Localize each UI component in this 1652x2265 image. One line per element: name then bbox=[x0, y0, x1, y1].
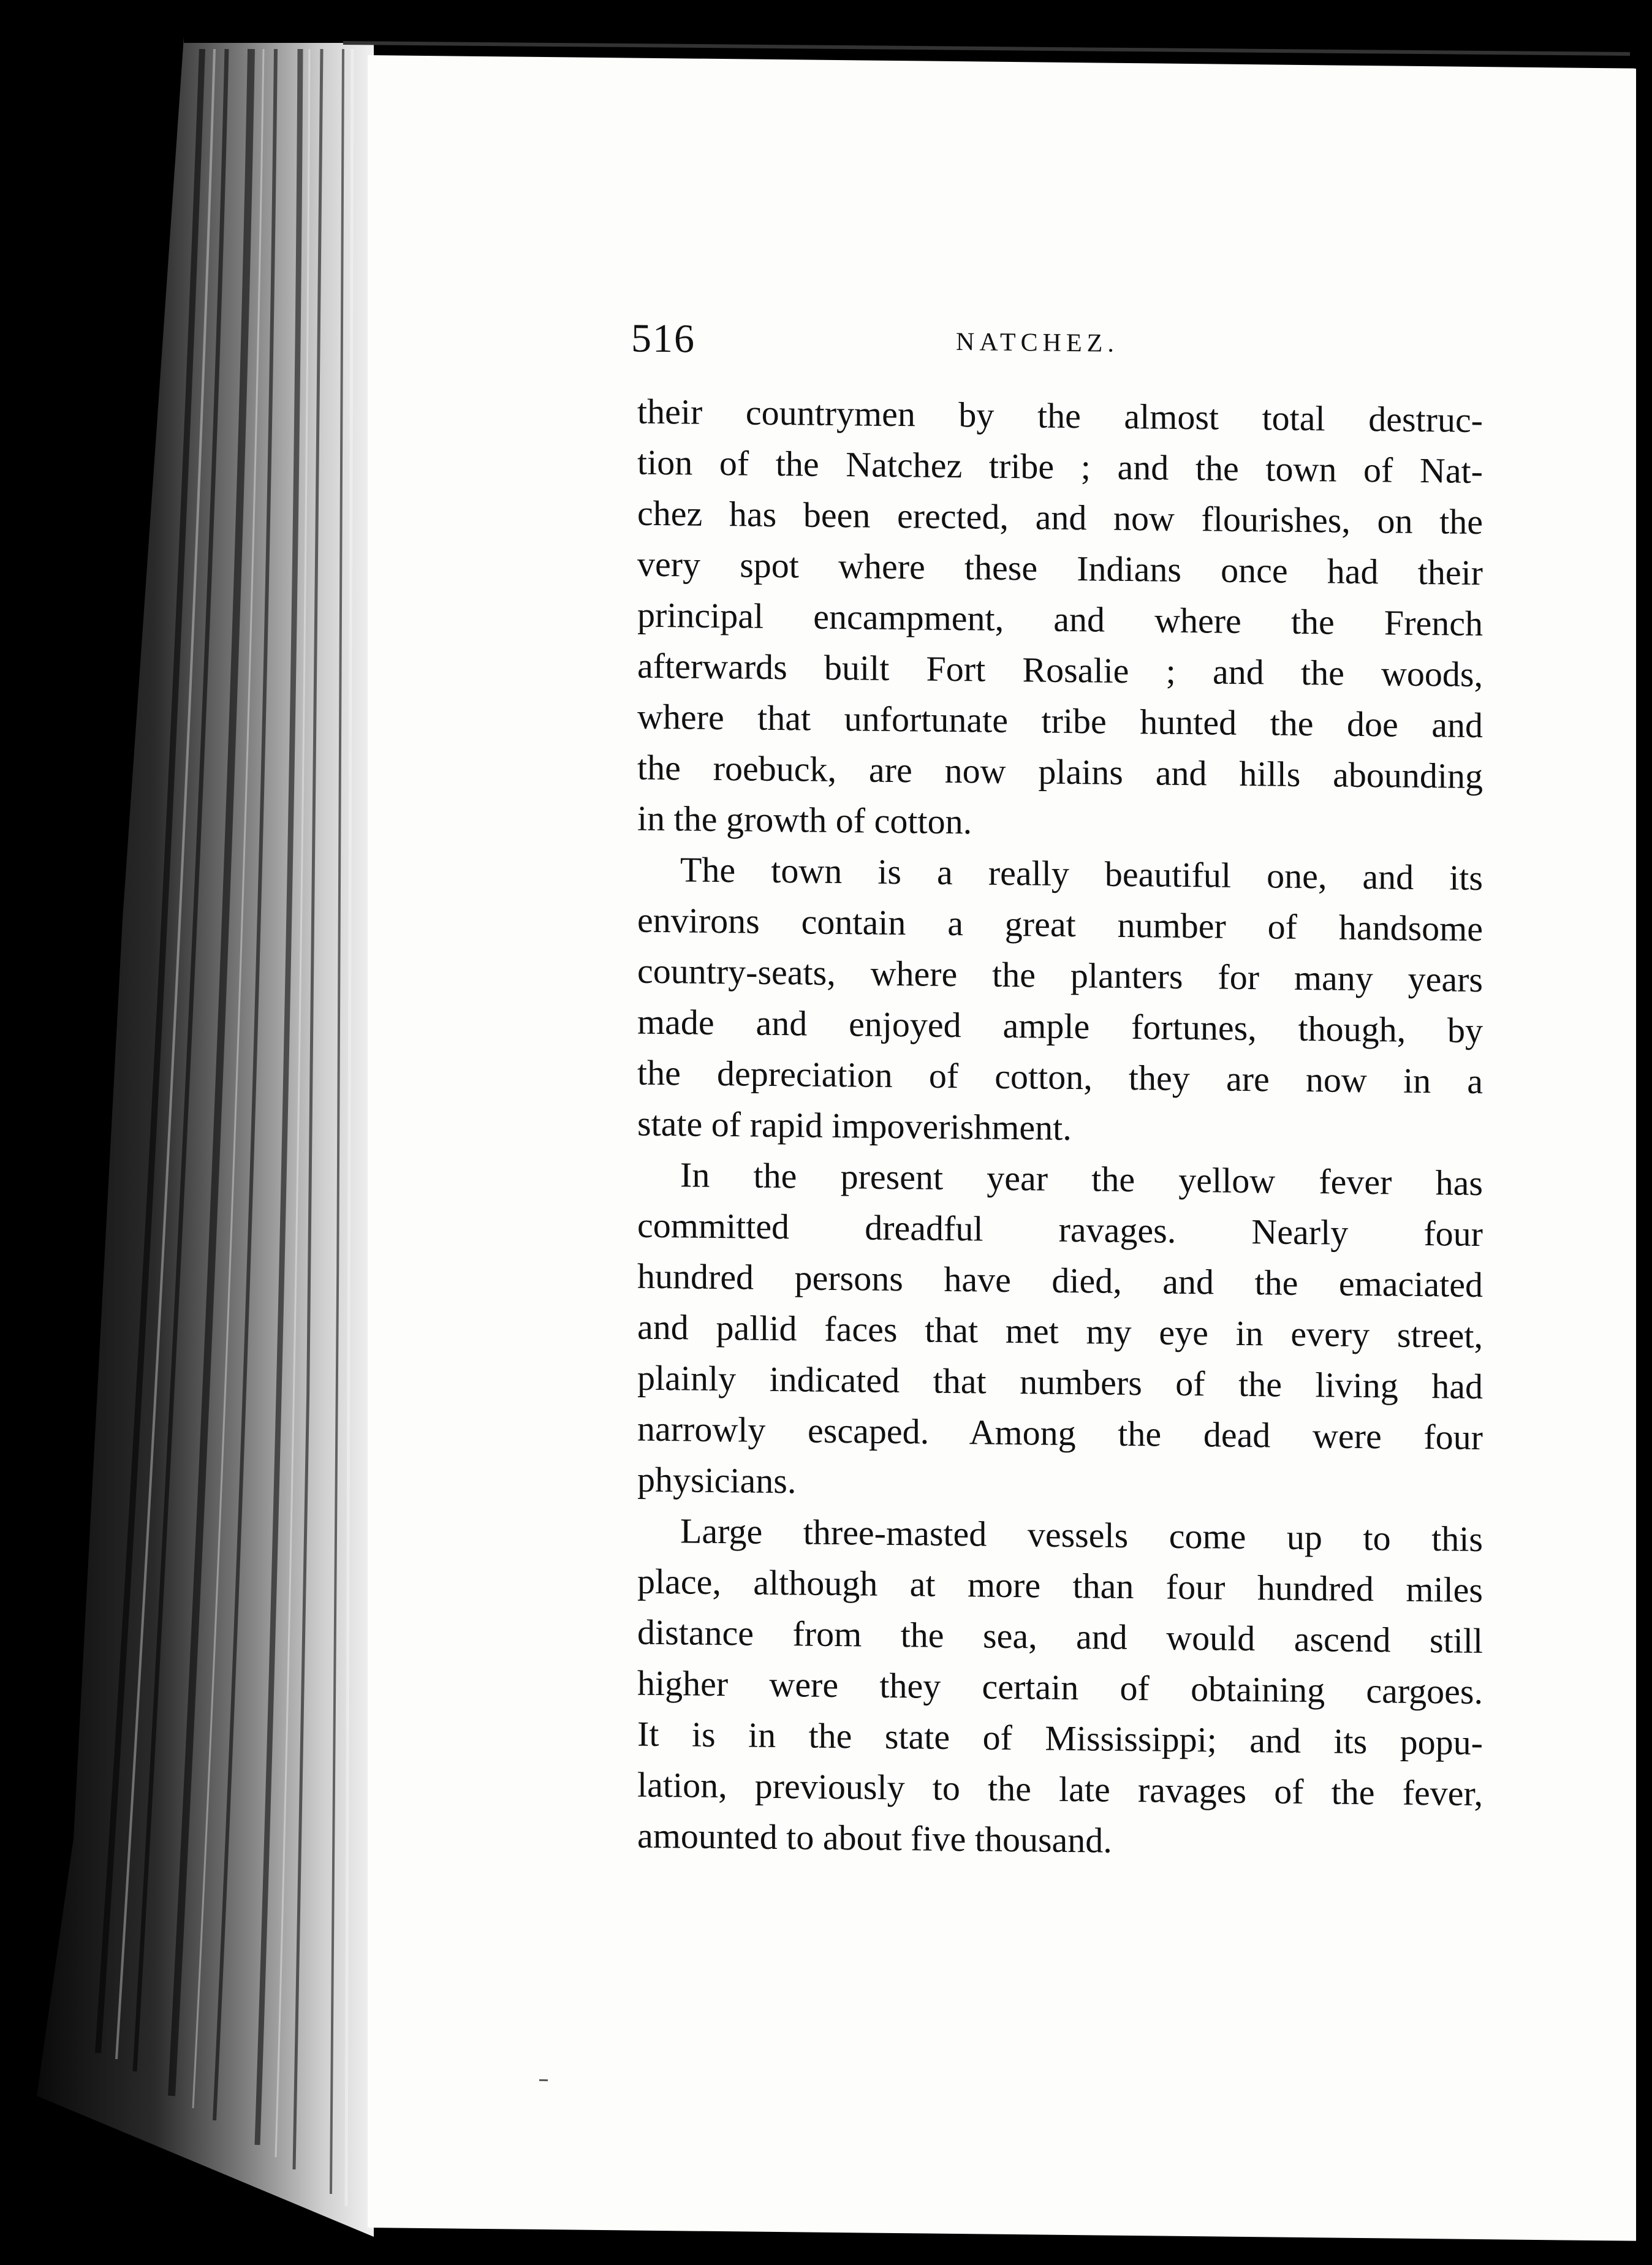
text-line: country-seats, where the planters for many years bbox=[637, 950, 1483, 1000]
text-line: distance from the sea, and would ascend still bbox=[637, 1612, 1483, 1661]
paragraph bbox=[637, 844, 1483, 1158]
text-line: where that unfortunate tribe hunted the doe and bbox=[637, 696, 1483, 746]
text-line: their countrymen by the almost total destruc- bbox=[637, 391, 1483, 441]
text-line: physicians. bbox=[637, 1459, 797, 1501]
text-line: lation, previously to the late ravages of the fever, bbox=[637, 1764, 1483, 1814]
text-line: The town is a really beautiful one, and its bbox=[680, 849, 1483, 898]
running-head bbox=[631, 316, 1501, 380]
text-line: place, although at more than four hundred miles bbox=[637, 1561, 1483, 1611]
text-line: higher were they certain of obtaining cargoes. bbox=[637, 1663, 1483, 1712]
text-line: amounted to about five thousand. bbox=[637, 1815, 1112, 1861]
text-line: very spot where these Indians once had their bbox=[637, 544, 1483, 593]
paragraph bbox=[637, 1149, 1483, 1514]
text-line: chez has been erected, and now flourishes, on the bbox=[637, 493, 1483, 542]
page-number: 516 bbox=[631, 316, 695, 362]
text-line: in the growth of cotton. bbox=[637, 798, 972, 842]
paragraph bbox=[637, 386, 1483, 852]
paragraph bbox=[637, 1505, 1483, 1870]
book-page bbox=[368, 55, 1636, 2241]
text-line: the roebuck, are now plains and hills abounding bbox=[637, 747, 1483, 797]
running-title: NATCHEZ. bbox=[956, 328, 1119, 358]
text-line: and pallid faces that met my eye in every street, bbox=[637, 1307, 1483, 1356]
text-line: made and enjoyed ample fortunes, though, by bbox=[637, 1001, 1483, 1051]
text-line: Large three-masted vessels come up to this bbox=[680, 1511, 1483, 1560]
page-speck bbox=[539, 2079, 548, 2081]
text-line: afterwards built Fort Rosalie ; and the woods, bbox=[637, 645, 1483, 695]
text-line: hundred persons have died, and the emaciated bbox=[637, 1256, 1483, 1305]
text-line: It is in the state of Mississippi; and its popu- bbox=[637, 1713, 1483, 1763]
text-line: environs contain a great number of handsome bbox=[637, 900, 1483, 949]
text-line: tion of the Natchez tribe ; and the town of Nat- bbox=[637, 442, 1483, 491]
text-line: committed dreadful ravages. Nearly four bbox=[637, 1205, 1483, 1254]
text-line: narrowly escaped. Among the dead were four bbox=[637, 1408, 1483, 1458]
body-text bbox=[637, 386, 1483, 1870]
text-line: In the present year the yellow fever has bbox=[680, 1155, 1483, 1204]
text-line: principal encampment, and where the French bbox=[637, 594, 1483, 644]
text-line: state of rapid impoverishment. bbox=[637, 1103, 1072, 1148]
text-line: the depreciation of cotton, they are now in a bbox=[637, 1052, 1483, 1102]
text-line: plainly indicated that numbers of the living had bbox=[637, 1357, 1483, 1407]
